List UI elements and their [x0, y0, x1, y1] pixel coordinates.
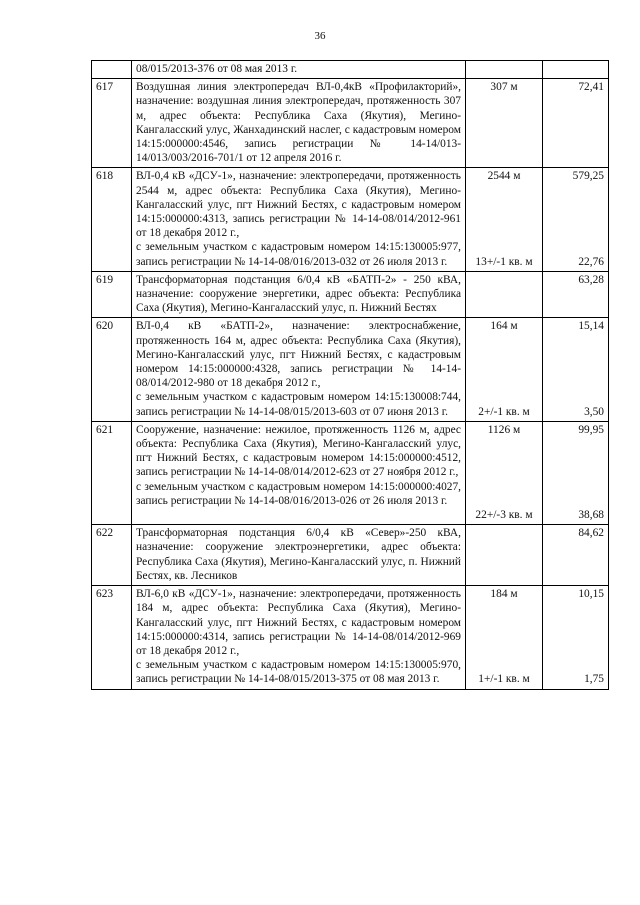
- object-value: 15,14: [578, 320, 604, 333]
- property-registry-table: [91, 60, 609, 690]
- page-number: 36: [314, 30, 326, 42]
- continuation-size-cell: [466, 61, 543, 79]
- row-value: [543, 421, 609, 524]
- object-value: 579,25: [572, 170, 604, 183]
- object-value: 84,62: [578, 527, 604, 540]
- row-value: [543, 586, 609, 689]
- table-row: [92, 525, 609, 586]
- row-size: [466, 525, 543, 586]
- table-row: [92, 79, 609, 168]
- land-plot-value: 22,76: [578, 255, 604, 268]
- object-description: ВЛ-0,4 кВ «ДСУ-1», назначение: электропередачи, протяженность 2544 м, адрес объекта: Республика Саха (Якутия), Мегино-Кангаласский улус, пгт Нижний Бестях, с кадастровым номером 14:15:000000:4313, запись регистрации № 14-14-08/014/2012-961 от 18 декабря 2012 г.,: [136, 170, 461, 240]
- row-number: 620: [92, 318, 132, 421]
- row-value: [543, 79, 609, 168]
- land-plot-area: 13+/-1 кв. м: [475, 255, 533, 268]
- object-size: 307 м: [490, 81, 518, 94]
- table-row: [92, 421, 609, 524]
- land-plot-description: с земельным участком с кадастровым номером 14:15:130005:970, запись регистрации № 14-14-08/015/2013-375 от 08 мая 2013 г.: [136, 659, 461, 686]
- object-description: ВЛ-0,4 кВ «БАТП-2», назначение: электроснабжение, протяженность 164 м, адрес объекта: Республика Саха (Якутия), Мегино-Кангаласский улус, пгт Нижний Бестях, с кадастровым номером 14:15:000000:4328, запись регистрации № 14-14-08/014/2012-980 от 18 декабря 2012 г.,: [136, 320, 461, 390]
- land-plot-area: 2+/-1 кв. м: [478, 405, 530, 418]
- row-size: [466, 586, 543, 689]
- row-size: [466, 168, 543, 271]
- object-description: Сооружение, назначение: нежилое, протяженность 1126 м, адрес объекта: Республика Саха (Якутия), Мегино-Кангаласский улус, пгт Нижний Бестях, с кадастровым номером 14:15:000000:4512, запись регистрации № 14-14-08/014/2012-623 от 27 ноября 2012 г.,: [136, 423, 461, 479]
- row-size: [466, 318, 543, 421]
- row-description: [132, 271, 466, 318]
- row-value: [543, 318, 609, 421]
- row-description: [132, 79, 466, 168]
- row-number: 619: [92, 271, 132, 318]
- row-value: [543, 525, 609, 586]
- row-number: 621: [92, 421, 132, 524]
- object-value: 99,95: [578, 423, 604, 436]
- row-number: 622: [92, 525, 132, 586]
- row-number: 617: [92, 79, 132, 168]
- land-plot-description: с земельным участком с кадастровым номером 14:15:130005:977, запись регистрации № 14-14-08/016/2013-032 от 26 июля 2013 г.: [136, 241, 461, 268]
- row-size: [466, 271, 543, 318]
- table-row: [92, 271, 609, 318]
- land-plot-description: с земельным участком с кадастровым номером 14:15:130008:744, запись регистрации № 14-14-08/015/2013-603 от 07 июня 2013 г.: [136, 391, 461, 418]
- row-description: [132, 318, 466, 421]
- row-description: [132, 421, 466, 524]
- land-plot-description: с земельным участком с кадастровым номером 14:15:000000:4027, запись регистрации № 14-14-08/016/2013-026 от 26 июля 2013 г.: [136, 480, 461, 507]
- row-description: [132, 168, 466, 271]
- registry-body: [92, 61, 609, 690]
- land-plot-value: 1,75: [584, 673, 604, 686]
- row-description: [132, 525, 466, 586]
- row-value: [543, 271, 609, 318]
- object-description: ВЛ-6,0 кВ «ДСУ-1», назначение: электропередачи, протяженность 184 м, адрес объекта: Республика Саха (Якутия), Мегино-Кангаласский улус, пгт Нижний Бестях, с кадастровым номером 14:15:000000:4314, запись регистрации № 14-14-08/014/2012-969 от 18 декабря 2012 г.,: [136, 588, 461, 657]
- table-row: [92, 586, 609, 689]
- object-description: Трансформаторная подстанция 6/0,4 кВ «Север»-250 кВА, назначение: сооружение электроэнергетики, адрес объекта: Республика Саха (Якутия), Мегино-Кангаласский улус, п. Нижний Бестях, кв. Лесников: [136, 527, 461, 582]
- object-value: 10,15: [578, 588, 604, 601]
- object-description: Трансформаторная подстанция 6/0,4 кВ «БАТП-2» - 250 кВА, назначение: сооружение энергетики, адрес объекта: Республика Саха (Якутия), Мегино-Кангаласский улус, п. Нижний Бестях: [136, 273, 461, 315]
- object-size: 1126 м: [487, 423, 521, 436]
- land-plot-value: 38,68: [578, 509, 604, 522]
- row-value: [543, 168, 609, 271]
- table-row: [92, 168, 609, 271]
- object-value: 63,28: [578, 273, 604, 286]
- land-plot-value: 3,50: [584, 405, 604, 418]
- row-size: [466, 79, 543, 168]
- object-size: 2544 м: [487, 170, 521, 183]
- object-value: 72,41: [578, 81, 604, 94]
- row-description: [132, 586, 466, 689]
- object-description: Воздушная линия электропередач ВЛ-0,4кВ «Профилакторий», назначение: воздушная линия электропередач, протяженность 307 м, адрес объекта: Республика Саха (Якутия), Мегино-Кангаласский улус, Жанхадинский наслег, с кадастровым номером 14:15:000000:4546, запись регистрации № 14-14/013-14/013/003/2016-701/1 от 12 апреля 2016 г.: [136, 81, 461, 165]
- land-plot-area: 22+/-3 кв. м: [475, 509, 533, 522]
- continuation-value-cell: [543, 61, 609, 79]
- land-plot-area: 1+/-1 кв. м: [478, 673, 530, 686]
- table-row: [92, 318, 609, 421]
- continuation-row: [92, 61, 609, 79]
- object-size: 184 м: [490, 588, 518, 601]
- continuation-text: 08/015/2013-376 от 08 мая 2013 г.: [132, 61, 466, 79]
- object-size: 164 м: [490, 320, 518, 333]
- continuation-num-cell: [92, 61, 132, 79]
- row-number: 623: [92, 586, 132, 689]
- row-size: [466, 421, 543, 524]
- row-number: 618: [92, 168, 132, 271]
